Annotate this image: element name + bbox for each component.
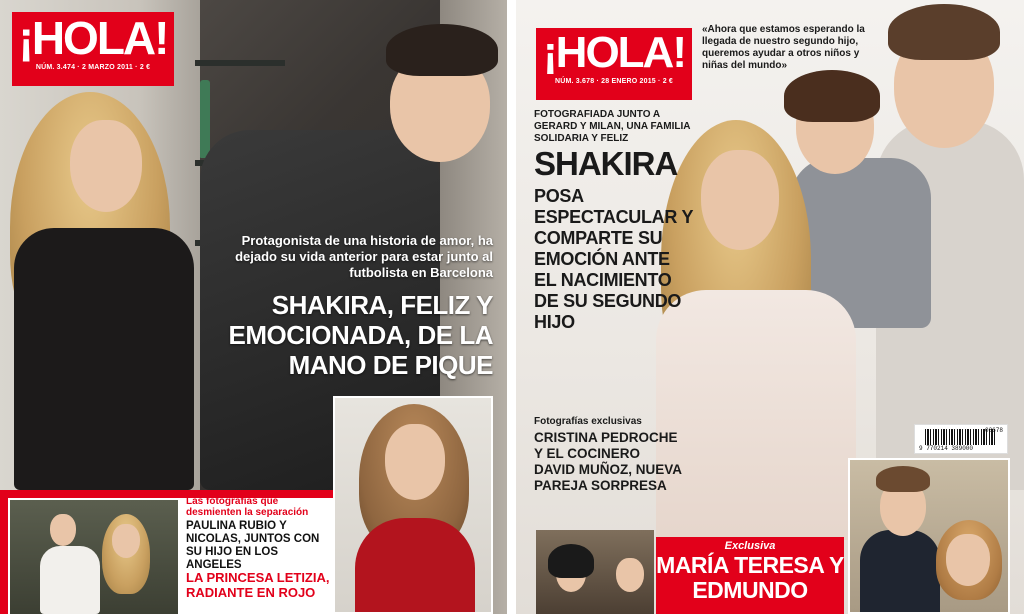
red-dress (355, 518, 475, 614)
headline-name: SHAKIRA (534, 145, 678, 182)
cover-divider (507, 0, 516, 614)
sub-story-title-2: LA PRINCESA LETIZIA, RADIANTE EN ROJO (186, 570, 330, 600)
magazine-logo: ¡HOLA! (543, 28, 685, 77)
hair (386, 24, 498, 76)
issue-info: NÚM. 3.474 · 2 MARZO 2011 · 2 € (35, 64, 151, 71)
photo-bottom-couple (536, 530, 654, 614)
hood (548, 544, 594, 578)
barcode-issue: 03678 (984, 427, 1003, 434)
shelf (195, 60, 285, 66)
masthead-right (536, 28, 692, 100)
issue-info: NÚM. 3.678 · 28 ENERO 2015 · 2 € (554, 78, 674, 85)
suit (860, 530, 940, 614)
hair (784, 70, 880, 122)
coat (14, 228, 194, 490)
sub-story-kicker: Las fotografías que desmienten la separación (186, 496, 309, 518)
cover-quote: «Ahora que estamos esperando la llegada de nuestro segundo hijo, queremos ayudar a otros niños y niñas del mundo» (702, 24, 865, 71)
exclusive-story-label: Fotografías exclusivas (534, 416, 642, 427)
face (70, 120, 142, 212)
magazine-logo: ¡HOLA! (18, 12, 168, 64)
face (50, 514, 76, 546)
exclusive-story-title: CRISTINA PEDROCHE Y EL COCINERO DAVID MUÑOZ, NUEVA PAREJA SORPRESA (534, 430, 682, 493)
headline-kicker: Protagonista de una historia de amor, ha dejado su vida anterior para estar junto al futbolista en Barcelona (235, 233, 493, 280)
headline-main: POSA ESPECTACULAR Y COMPARTE SU EMOCIÓN ANTE EL NACIMIENTO DE SU SEGUNDO HIJO (534, 186, 693, 332)
baby-blanket (40, 546, 100, 614)
headline-kicker: FOTOGRAFIADA JUNTO A GERARD Y MILAN, UNA FAMILIA SOLIDARIA Y FELIZ (534, 109, 691, 144)
photo-sub-story (10, 500, 178, 614)
sub-story-title: PAULINA RUBIO Y NICOLAS, JUNTOS CON SU HIJO EN LOS ANGELES (186, 520, 320, 571)
barcode-number: 9 770214 389000 (919, 445, 974, 452)
face (112, 524, 140, 558)
barcode (914, 424, 1008, 454)
red-accent-bar (0, 490, 8, 614)
hair (876, 466, 930, 492)
exclusive-banner (656, 537, 844, 614)
face (701, 150, 779, 250)
hair (888, 4, 1000, 60)
exclusive-banner-title: MARÍA TERESA Y EDMUNDO (656, 552, 844, 603)
bottle (200, 80, 210, 158)
face (946, 534, 990, 586)
magazine-cover-left (0, 0, 507, 614)
photo-inset-letizia (333, 396, 493, 614)
photo-inset-couple (848, 458, 1010, 614)
exclusive-banner-label: Exclusiva (724, 540, 776, 552)
face (616, 558, 644, 592)
masthead-left (12, 12, 174, 86)
headline-main: SHAKIRA, FELIZ Y EMOCIONADA, DE LA MANO DE PIQUE (228, 290, 493, 380)
face (385, 424, 445, 500)
